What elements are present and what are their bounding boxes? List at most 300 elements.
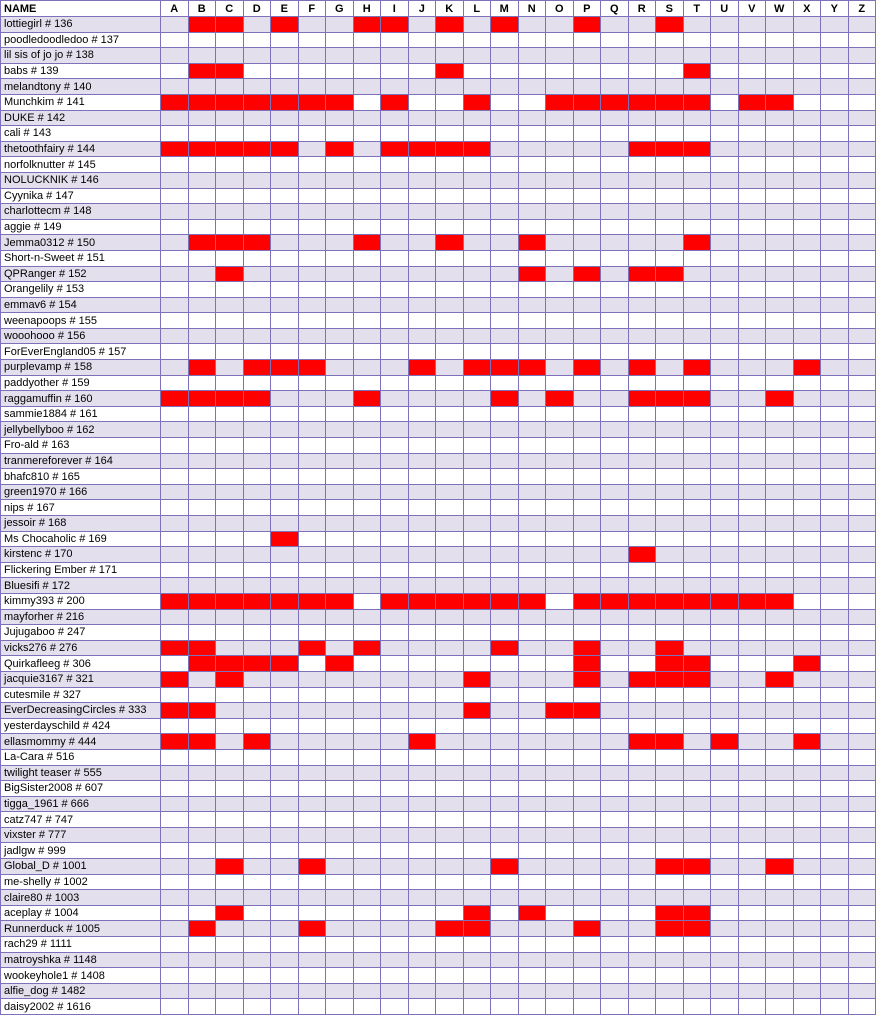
participant-name-cell[interactable]: jadlgw # 999 <box>1 843 161 859</box>
letter-cell-l[interactable] <box>463 640 491 656</box>
letter-cell-n[interactable] <box>518 781 546 797</box>
letter-cell-o[interactable] <box>546 126 574 142</box>
letter-cell-c[interactable] <box>216 734 244 750</box>
letter-cell-s[interactable] <box>656 890 684 906</box>
letter-cell-n[interactable] <box>518 328 546 344</box>
letter-cell-j[interactable] <box>408 999 436 1015</box>
marked-cell-c[interactable] <box>216 859 244 875</box>
letter-cell-h[interactable] <box>353 360 381 376</box>
letter-cell-d[interactable] <box>243 110 271 126</box>
letter-cell-u[interactable] <box>711 890 739 906</box>
letter-cell-n[interactable] <box>518 687 546 703</box>
letter-cell-e[interactable] <box>271 890 299 906</box>
participant-name-cell[interactable]: raggamuffin # 160 <box>1 391 161 407</box>
letter-cell-y[interactable] <box>821 749 849 765</box>
letter-cell-v[interactable] <box>738 625 766 641</box>
letter-cell-a[interactable] <box>161 859 189 875</box>
letter-cell-d[interactable] <box>243 968 271 984</box>
letter-cell-j[interactable] <box>408 48 436 64</box>
letter-cell-x[interactable] <box>793 219 821 235</box>
letter-cell-r[interactable] <box>628 937 656 953</box>
letter-cell-k[interactable] <box>436 126 464 142</box>
letter-cell-u[interactable] <box>711 266 739 282</box>
marked-cell-i[interactable] <box>381 17 409 33</box>
marked-cell-j[interactable] <box>408 593 436 609</box>
letter-cell-i[interactable] <box>381 983 409 999</box>
letter-cell-c[interactable] <box>216 703 244 719</box>
letter-cell-z[interactable] <box>848 297 876 313</box>
letter-cell-e[interactable] <box>271 765 299 781</box>
letter-cell-p[interactable] <box>573 282 601 298</box>
letter-cell-j[interactable] <box>408 32 436 48</box>
letter-cell-b[interactable] <box>188 48 216 64</box>
letter-cell-c[interactable] <box>216 516 244 532</box>
letter-cell-t[interactable] <box>683 484 711 500</box>
letter-cell-i[interactable] <box>381 562 409 578</box>
letter-cell-h[interactable] <box>353 469 381 485</box>
letter-cell-b[interactable] <box>188 313 216 329</box>
letter-cell-f[interactable] <box>298 188 326 204</box>
letter-cell-q[interactable] <box>601 438 629 454</box>
letter-cell-d[interactable] <box>243 516 271 532</box>
letter-cell-n[interactable] <box>518 282 546 298</box>
participant-name-cell[interactable]: charlottecm # 148 <box>1 204 161 220</box>
letter-cell-b[interactable] <box>188 453 216 469</box>
letter-cell-k[interactable] <box>436 297 464 313</box>
letter-cell-i[interactable] <box>381 796 409 812</box>
letter-cell-a[interactable] <box>161 266 189 282</box>
letter-cell-z[interactable] <box>848 360 876 376</box>
letter-cell-d[interactable] <box>243 827 271 843</box>
letter-cell-u[interactable] <box>711 235 739 251</box>
letter-cell-q[interactable] <box>601 921 629 937</box>
letter-cell-o[interactable] <box>546 687 574 703</box>
letter-cell-i[interactable] <box>381 765 409 781</box>
marked-cell-c[interactable] <box>216 905 244 921</box>
letter-cell-g[interactable] <box>326 17 354 33</box>
letter-cell-c[interactable] <box>216 640 244 656</box>
letter-cell-i[interactable] <box>381 328 409 344</box>
letter-cell-w[interactable] <box>766 703 794 719</box>
letter-cell-r[interactable] <box>628 718 656 734</box>
letter-cell-x[interactable] <box>793 516 821 532</box>
letter-cell-z[interactable] <box>848 188 876 204</box>
letter-cell-m[interactable] <box>491 235 519 251</box>
letter-cell-q[interactable] <box>601 110 629 126</box>
letter-cell-j[interactable] <box>408 391 436 407</box>
letter-cell-q[interactable] <box>601 843 629 859</box>
letter-cell-m[interactable] <box>491 126 519 142</box>
letter-cell-t[interactable] <box>683 79 711 95</box>
letter-cell-s[interactable] <box>656 48 684 64</box>
letter-cell-k[interactable] <box>436 157 464 173</box>
letter-cell-r[interactable] <box>628 406 656 422</box>
letter-cell-y[interactable] <box>821 578 849 594</box>
letter-cell-h[interactable] <box>353 328 381 344</box>
letter-cell-x[interactable] <box>793 250 821 266</box>
marked-cell-f[interactable] <box>298 360 326 376</box>
letter-cell-d[interactable] <box>243 375 271 391</box>
participant-name-cell[interactable]: matroyshka # 1148 <box>1 952 161 968</box>
letter-cell-g[interactable] <box>326 983 354 999</box>
letter-cell-d[interactable] <box>243 609 271 625</box>
letter-cell-i[interactable] <box>381 656 409 672</box>
letter-cell-v[interactable] <box>738 422 766 438</box>
letter-cell-p[interactable] <box>573 734 601 750</box>
letter-cell-o[interactable] <box>546 718 574 734</box>
letter-cell-d[interactable] <box>243 703 271 719</box>
letter-cell-z[interactable] <box>848 781 876 797</box>
marked-cell-s[interactable] <box>656 640 684 656</box>
letter-cell-s[interactable] <box>656 422 684 438</box>
letter-cell-d[interactable] <box>243 578 271 594</box>
letter-cell-a[interactable] <box>161 282 189 298</box>
participant-name-cell[interactable]: ellasmommy # 444 <box>1 734 161 750</box>
letter-cell-c[interactable] <box>216 204 244 220</box>
letter-cell-o[interactable] <box>546 656 574 672</box>
letter-cell-r[interactable] <box>628 250 656 266</box>
letter-cell-n[interactable] <box>518 983 546 999</box>
letter-cell-z[interactable] <box>848 859 876 875</box>
letter-cell-x[interactable] <box>793 749 821 765</box>
letter-cell-a[interactable] <box>161 718 189 734</box>
letter-cell-a[interactable] <box>161 438 189 454</box>
letter-cell-e[interactable] <box>271 578 299 594</box>
letter-cell-g[interactable] <box>326 578 354 594</box>
letter-cell-v[interactable] <box>738 110 766 126</box>
marked-cell-b[interactable] <box>188 360 216 376</box>
letter-cell-e[interactable] <box>271 110 299 126</box>
letter-cell-c[interactable] <box>216 952 244 968</box>
letter-cell-t[interactable] <box>683 313 711 329</box>
letter-cell-u[interactable] <box>711 937 739 953</box>
letter-cell-n[interactable] <box>518 48 546 64</box>
column-header-s[interactable]: S <box>656 1 684 17</box>
column-header-r[interactable]: R <box>628 1 656 17</box>
letter-cell-y[interactable] <box>821 609 849 625</box>
letter-cell-c[interactable] <box>216 469 244 485</box>
letter-cell-k[interactable] <box>436 172 464 188</box>
letter-cell-o[interactable] <box>546 172 574 188</box>
marked-cell-c[interactable] <box>216 141 244 157</box>
letter-cell-u[interactable] <box>711 79 739 95</box>
letter-cell-f[interactable] <box>298 110 326 126</box>
letter-cell-r[interactable] <box>628 625 656 641</box>
marked-cell-b[interactable] <box>188 656 216 672</box>
letter-cell-w[interactable] <box>766 406 794 422</box>
letter-cell-m[interactable] <box>491 874 519 890</box>
participant-name-cell[interactable]: tranmereforever # 164 <box>1 453 161 469</box>
letter-cell-r[interactable] <box>628 952 656 968</box>
letter-cell-d[interactable] <box>243 937 271 953</box>
letter-cell-i[interactable] <box>381 781 409 797</box>
letter-cell-r[interactable] <box>628 313 656 329</box>
letter-cell-l[interactable] <box>463 843 491 859</box>
letter-cell-s[interactable] <box>656 547 684 563</box>
letter-cell-c[interactable] <box>216 968 244 984</box>
letter-cell-w[interactable] <box>766 562 794 578</box>
letter-cell-e[interactable] <box>271 952 299 968</box>
marked-cell-i[interactable] <box>381 141 409 157</box>
letter-cell-g[interactable] <box>326 968 354 984</box>
letter-cell-w[interactable] <box>766 890 794 906</box>
letter-cell-o[interactable] <box>546 578 574 594</box>
letter-cell-y[interactable] <box>821 406 849 422</box>
letter-cell-u[interactable] <box>711 453 739 469</box>
letter-cell-h[interactable] <box>353 718 381 734</box>
letter-cell-n[interactable] <box>518 391 546 407</box>
marked-cell-b[interactable] <box>188 141 216 157</box>
letter-cell-a[interactable] <box>161 516 189 532</box>
letter-cell-y[interactable] <box>821 547 849 563</box>
letter-cell-k[interactable] <box>436 188 464 204</box>
letter-cell-l[interactable] <box>463 297 491 313</box>
letter-cell-o[interactable] <box>546 827 574 843</box>
letter-cell-x[interactable] <box>793 859 821 875</box>
letter-cell-t[interactable] <box>683 781 711 797</box>
letter-cell-o[interactable] <box>546 921 574 937</box>
marked-cell-r[interactable] <box>628 734 656 750</box>
letter-cell-b[interactable] <box>188 765 216 781</box>
letter-cell-z[interactable] <box>848 219 876 235</box>
letter-cell-p[interactable] <box>573 765 601 781</box>
letter-cell-e[interactable] <box>271 313 299 329</box>
letter-cell-b[interactable] <box>188 890 216 906</box>
marked-cell-f[interactable] <box>298 921 326 937</box>
letter-cell-s[interactable] <box>656 749 684 765</box>
letter-cell-y[interactable] <box>821 32 849 48</box>
letter-cell-s[interactable] <box>656 32 684 48</box>
letter-cell-w[interactable] <box>766 63 794 79</box>
letter-cell-h[interactable] <box>353 48 381 64</box>
letter-cell-q[interactable] <box>601 983 629 999</box>
letter-cell-o[interactable] <box>546 484 574 500</box>
letter-cell-v[interactable] <box>738 516 766 532</box>
letter-cell-k[interactable] <box>436 827 464 843</box>
letter-cell-i[interactable] <box>381 110 409 126</box>
letter-cell-l[interactable] <box>463 937 491 953</box>
letter-cell-p[interactable] <box>573 578 601 594</box>
letter-cell-m[interactable] <box>491 890 519 906</box>
letter-cell-s[interactable] <box>656 843 684 859</box>
letter-cell-i[interactable] <box>381 968 409 984</box>
letter-cell-a[interactable] <box>161 827 189 843</box>
letter-cell-e[interactable] <box>271 79 299 95</box>
letter-cell-q[interactable] <box>601 469 629 485</box>
letter-cell-f[interactable] <box>298 999 326 1015</box>
letter-cell-o[interactable] <box>546 609 574 625</box>
letter-cell-j[interactable] <box>408 375 436 391</box>
letter-cell-j[interactable] <box>408 625 436 641</box>
letter-cell-i[interactable] <box>381 999 409 1015</box>
letter-cell-f[interactable] <box>298 562 326 578</box>
letter-cell-y[interactable] <box>821 375 849 391</box>
letter-cell-m[interactable] <box>491 687 519 703</box>
letter-cell-q[interactable] <box>601 562 629 578</box>
letter-cell-r[interactable] <box>628 63 656 79</box>
letter-cell-j[interactable] <box>408 313 436 329</box>
column-header-k[interactable]: K <box>436 1 464 17</box>
letter-cell-o[interactable] <box>546 32 574 48</box>
letter-cell-s[interactable] <box>656 188 684 204</box>
letter-cell-p[interactable] <box>573 531 601 547</box>
letter-cell-s[interactable] <box>656 79 684 95</box>
letter-cell-g[interactable] <box>326 547 354 563</box>
letter-cell-l[interactable] <box>463 983 491 999</box>
letter-cell-y[interactable] <box>821 453 849 469</box>
letter-cell-z[interactable] <box>848 126 876 142</box>
letter-cell-w[interactable] <box>766 827 794 843</box>
letter-cell-a[interactable] <box>161 157 189 173</box>
letter-cell-f[interactable] <box>298 63 326 79</box>
letter-cell-y[interactable] <box>821 687 849 703</box>
marked-cell-i[interactable] <box>381 94 409 110</box>
letter-cell-v[interactable] <box>738 531 766 547</box>
letter-cell-a[interactable] <box>161 297 189 313</box>
letter-cell-q[interactable] <box>601 250 629 266</box>
letter-cell-d[interactable] <box>243 79 271 95</box>
letter-cell-z[interactable] <box>848 937 876 953</box>
letter-cell-k[interactable] <box>436 406 464 422</box>
letter-cell-g[interactable] <box>326 640 354 656</box>
letter-cell-t[interactable] <box>683 32 711 48</box>
letter-cell-l[interactable] <box>463 687 491 703</box>
participant-name-cell[interactable]: lil sis of jo jo # 138 <box>1 48 161 64</box>
letter-cell-n[interactable] <box>518 219 546 235</box>
letter-cell-b[interactable] <box>188 937 216 953</box>
letter-cell-u[interactable] <box>711 313 739 329</box>
letter-cell-n[interactable] <box>518 671 546 687</box>
letter-cell-j[interactable] <box>408 469 436 485</box>
letter-cell-i[interactable] <box>381 360 409 376</box>
letter-cell-y[interactable] <box>821 282 849 298</box>
participant-name-cell[interactable]: Flickering Ember # 171 <box>1 562 161 578</box>
letter-cell-d[interactable] <box>243 625 271 641</box>
letter-cell-m[interactable] <box>491 703 519 719</box>
letter-cell-r[interactable] <box>628 297 656 313</box>
letter-cell-s[interactable] <box>656 204 684 220</box>
letter-cell-h[interactable] <box>353 999 381 1015</box>
marked-cell-e[interactable] <box>271 141 299 157</box>
marked-cell-f[interactable] <box>298 859 326 875</box>
letter-cell-y[interactable] <box>821 593 849 609</box>
letter-cell-l[interactable] <box>463 656 491 672</box>
participant-name-cell[interactable]: Fro-ald # 163 <box>1 438 161 454</box>
letter-cell-g[interactable] <box>326 79 354 95</box>
letter-cell-i[interactable] <box>381 516 409 532</box>
letter-cell-l[interactable] <box>463 344 491 360</box>
letter-cell-m[interactable] <box>491 438 519 454</box>
letter-cell-i[interactable] <box>381 500 409 516</box>
letter-cell-a[interactable] <box>161 812 189 828</box>
letter-cell-u[interactable] <box>711 297 739 313</box>
letter-cell-f[interactable] <box>298 968 326 984</box>
letter-cell-i[interactable] <box>381 921 409 937</box>
marked-cell-p[interactable] <box>573 94 601 110</box>
letter-cell-t[interactable] <box>683 983 711 999</box>
letter-cell-k[interactable] <box>436 438 464 454</box>
marked-cell-i[interactable] <box>381 593 409 609</box>
letter-cell-m[interactable] <box>491 32 519 48</box>
letter-cell-k[interactable] <box>436 952 464 968</box>
letter-cell-h[interactable] <box>353 578 381 594</box>
letter-cell-w[interactable] <box>766 874 794 890</box>
letter-cell-h[interactable] <box>353 905 381 921</box>
letter-cell-f[interactable] <box>298 578 326 594</box>
letter-cell-z[interactable] <box>848 687 876 703</box>
letter-cell-k[interactable] <box>436 905 464 921</box>
letter-cell-i[interactable] <box>381 952 409 968</box>
letter-cell-r[interactable] <box>628 126 656 142</box>
letter-cell-i[interactable] <box>381 63 409 79</box>
letter-cell-g[interactable] <box>326 874 354 890</box>
letter-cell-d[interactable] <box>243 484 271 500</box>
letter-cell-j[interactable] <box>408 749 436 765</box>
letter-cell-q[interactable] <box>601 235 629 251</box>
letter-cell-v[interactable] <box>738 703 766 719</box>
letter-cell-c[interactable] <box>216 718 244 734</box>
letter-cell-s[interactable] <box>656 516 684 532</box>
letter-cell-m[interactable] <box>491 141 519 157</box>
letter-cell-q[interactable] <box>601 937 629 953</box>
letter-cell-x[interactable] <box>793 609 821 625</box>
participant-name-cell[interactable]: Quirkafleeg # 306 <box>1 656 161 672</box>
letter-cell-n[interactable] <box>518 609 546 625</box>
marked-cell-b[interactable] <box>188 593 216 609</box>
letter-cell-y[interactable] <box>821 297 849 313</box>
column-header-v[interactable]: V <box>738 1 766 17</box>
marked-cell-k[interactable] <box>436 63 464 79</box>
letter-cell-f[interactable] <box>298 905 326 921</box>
marked-cell-t[interactable] <box>683 671 711 687</box>
letter-cell-c[interactable] <box>216 827 244 843</box>
marked-cell-c[interactable] <box>216 593 244 609</box>
letter-cell-j[interactable] <box>408 765 436 781</box>
letter-cell-p[interactable] <box>573 843 601 859</box>
marked-cell-s[interactable] <box>656 734 684 750</box>
letter-cell-r[interactable] <box>628 640 656 656</box>
letter-cell-l[interactable] <box>463 126 491 142</box>
letter-cell-l[interactable] <box>463 516 491 532</box>
letter-cell-n[interactable] <box>518 188 546 204</box>
letter-cell-b[interactable] <box>188 859 216 875</box>
letter-cell-p[interactable] <box>573 983 601 999</box>
letter-cell-x[interactable] <box>793 952 821 968</box>
letter-cell-v[interactable] <box>738 235 766 251</box>
letter-cell-s[interactable] <box>656 344 684 360</box>
letter-cell-t[interactable] <box>683 344 711 360</box>
letter-cell-c[interactable] <box>216 843 244 859</box>
letter-cell-o[interactable] <box>546 812 574 828</box>
letter-cell-t[interactable] <box>683 718 711 734</box>
letter-cell-y[interactable] <box>821 671 849 687</box>
participant-name-cell[interactable]: kirstenc # 170 <box>1 547 161 563</box>
letter-cell-x[interactable] <box>793 593 821 609</box>
letter-cell-i[interactable] <box>381 703 409 719</box>
letter-cell-i[interactable] <box>381 484 409 500</box>
letter-cell-b[interactable] <box>188 516 216 532</box>
letter-cell-x[interactable] <box>793 406 821 422</box>
marked-cell-m[interactable] <box>491 17 519 33</box>
marked-cell-c[interactable] <box>216 17 244 33</box>
letter-cell-b[interactable] <box>188 905 216 921</box>
letter-cell-h[interactable] <box>353 250 381 266</box>
letter-cell-g[interactable] <box>326 360 354 376</box>
letter-cell-i[interactable] <box>381 531 409 547</box>
letter-cell-r[interactable] <box>628 375 656 391</box>
letter-cell-n[interactable] <box>518 531 546 547</box>
letter-cell-j[interactable] <box>408 516 436 532</box>
